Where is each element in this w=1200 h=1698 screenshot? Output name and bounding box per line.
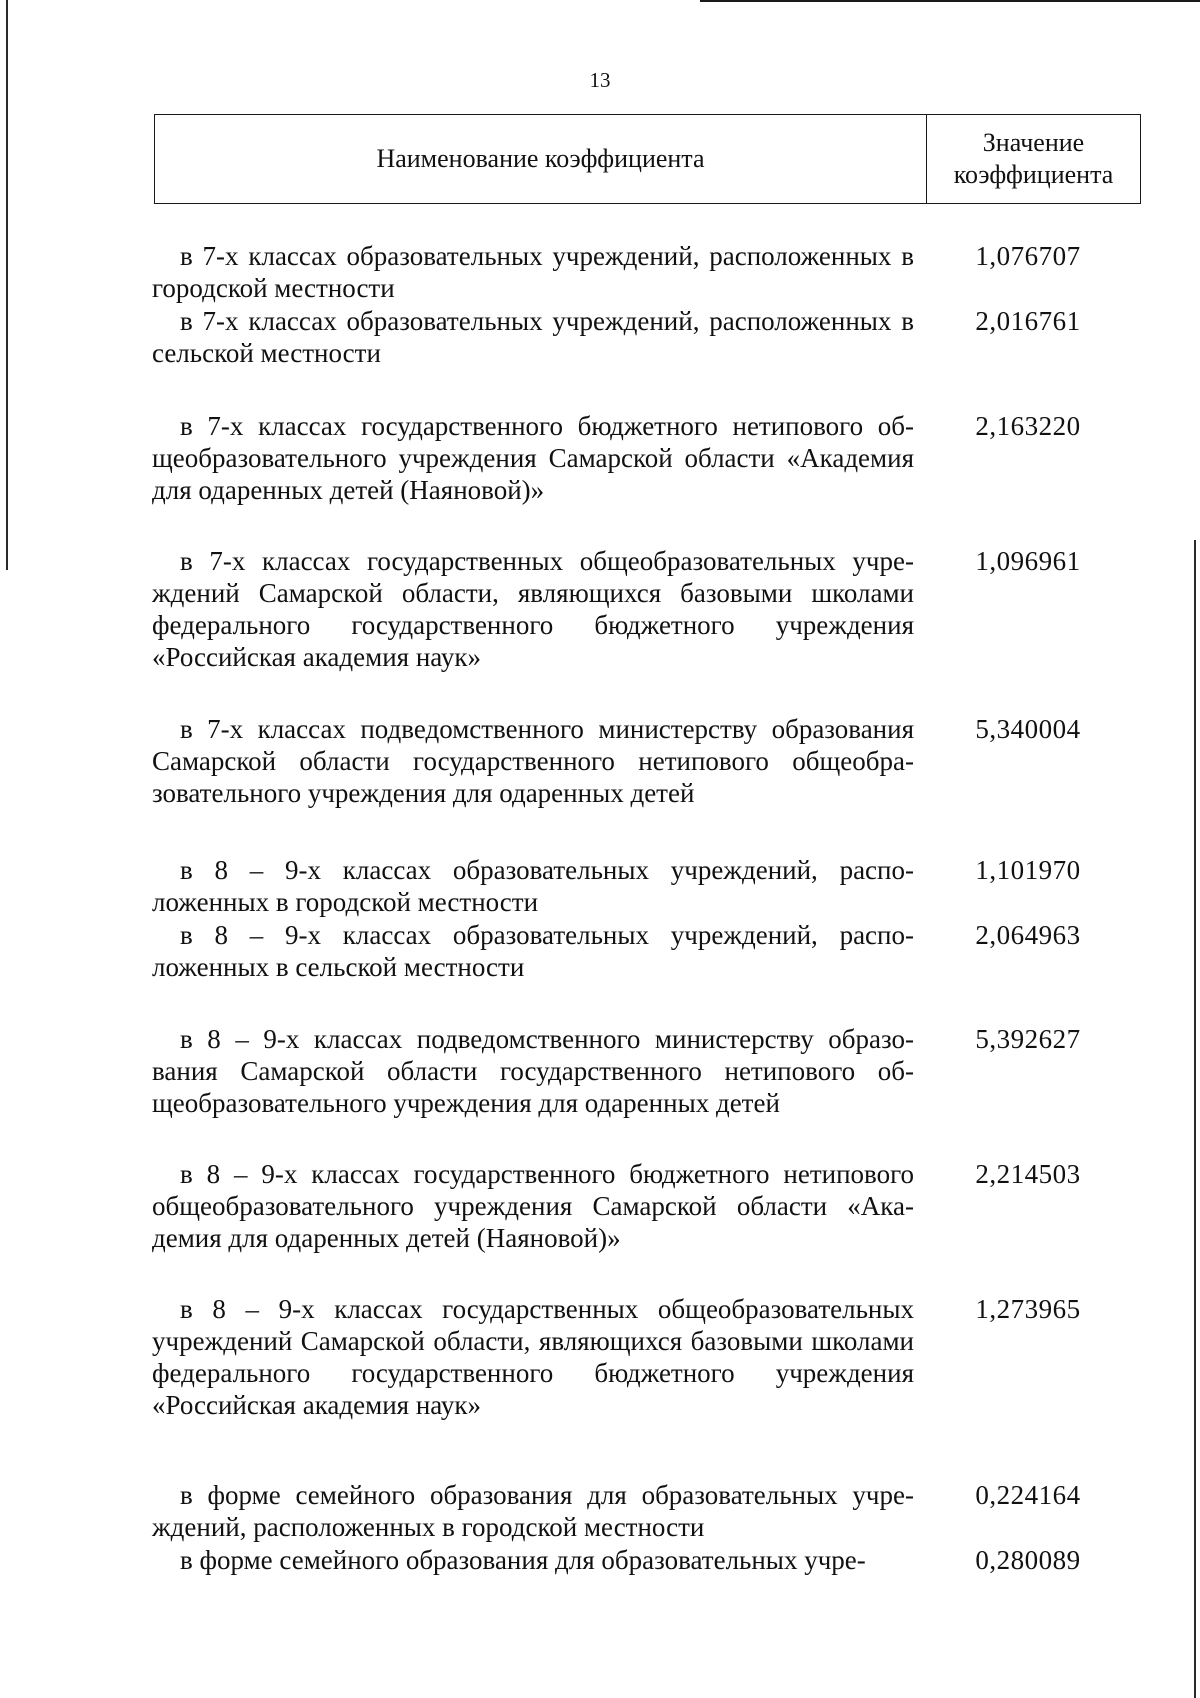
row-description: в 7-х классах образовательных учреждений, расположенных в городской местности: [152, 241, 914, 303]
row-description: в 7-х классах государственных общеобразовательных учреждений Самарской области, являющихся базовыми школами федерального государственного бюджетного учреждения «Российская академия наук»: [152, 546, 914, 672]
scan-edge-top: [700, 0, 1200, 2]
column-header-value: Значение коэффициента: [953, 128, 1114, 189]
table-row: [152, 1023, 1142, 1119]
row-coefficient: 5,340004: [975, 714, 1081, 744]
row-description: в 7-х классах подведомственного министерству образования Самарской области государственного нетипового общеобразовательного учреждения для одаренных детей: [152, 714, 914, 808]
row-coefficient: 5,392627: [975, 1024, 1081, 1054]
row-coefficient: 1,076707: [975, 241, 1081, 271]
table-row: [152, 240, 1142, 304]
row-coefficient: 1,096961: [975, 546, 1081, 576]
page-number: 13: [589, 68, 611, 92]
table-row: [152, 545, 1142, 673]
row-description: в 8 – 9-х классах образовательных учреждений, расположенных в городской местности: [152, 855, 914, 917]
table-row: [152, 1544, 1142, 1576]
row-coefficient: 2,214503: [975, 1159, 1081, 1189]
table-row: [152, 1158, 1142, 1254]
row-description: в 8 – 9-х классах образовательных учреждений, расположенных в сельской местности: [152, 920, 914, 982]
scan-edge-right: [1194, 540, 1196, 1698]
table-row: [152, 305, 1142, 369]
row-coefficient: 2,016761: [975, 306, 1081, 336]
row-description: в 8 – 9-х классах государственных общеобразовательных учреждений Самарской области, являющихся базовыми школами федерального государственного бюджетного учреждения «Российская академия наук»: [152, 1294, 914, 1420]
row-coefficient: 2,064963: [975, 920, 1081, 950]
table-row: [152, 1479, 1142, 1543]
table-row: [152, 854, 1142, 918]
table-row: [152, 1293, 1142, 1421]
row-description: в 8 – 9-х классах подведомственного министерству образования Самарской области государственного нетипового общеобразовательного учреждения для одаренных детей: [152, 1024, 914, 1118]
row-description: в 7-х классах образовательных учреждений, расположенных в сельской местности: [152, 306, 914, 368]
row-coefficient: 1,101970: [975, 855, 1081, 885]
row-description: в 7-х классах государственного бюджетного нетипового общеобразовательного учреждения Самарской области «Академия для одаренных детей (Наяновой)»: [152, 411, 914, 505]
row-description: в форме семейного образования для образовательных учреждений, расположенных в городской местности: [152, 1480, 914, 1542]
row-coefficient: 2,163220: [975, 411, 1081, 441]
table-row: [152, 410, 1142, 506]
row-description: в форме семейного образования для образовательных учре-: [180, 1545, 866, 1575]
row-coefficient: 1,273965: [975, 1294, 1081, 1324]
table-row: [152, 713, 1142, 809]
column-header-name: Наименование коэффициента: [155, 115, 927, 203]
table-header: [154, 114, 1141, 204]
table-row: [152, 919, 1142, 983]
row-coefficient: 0,224164: [975, 1480, 1081, 1510]
row-coefficient: 0,280089: [975, 1545, 1081, 1575]
row-description: в 8 – 9-х классах государственного бюджетного нетипового общеобразовательного учреждения Самарской области «Академия для одаренных детей (Наяновой)»: [152, 1159, 914, 1253]
